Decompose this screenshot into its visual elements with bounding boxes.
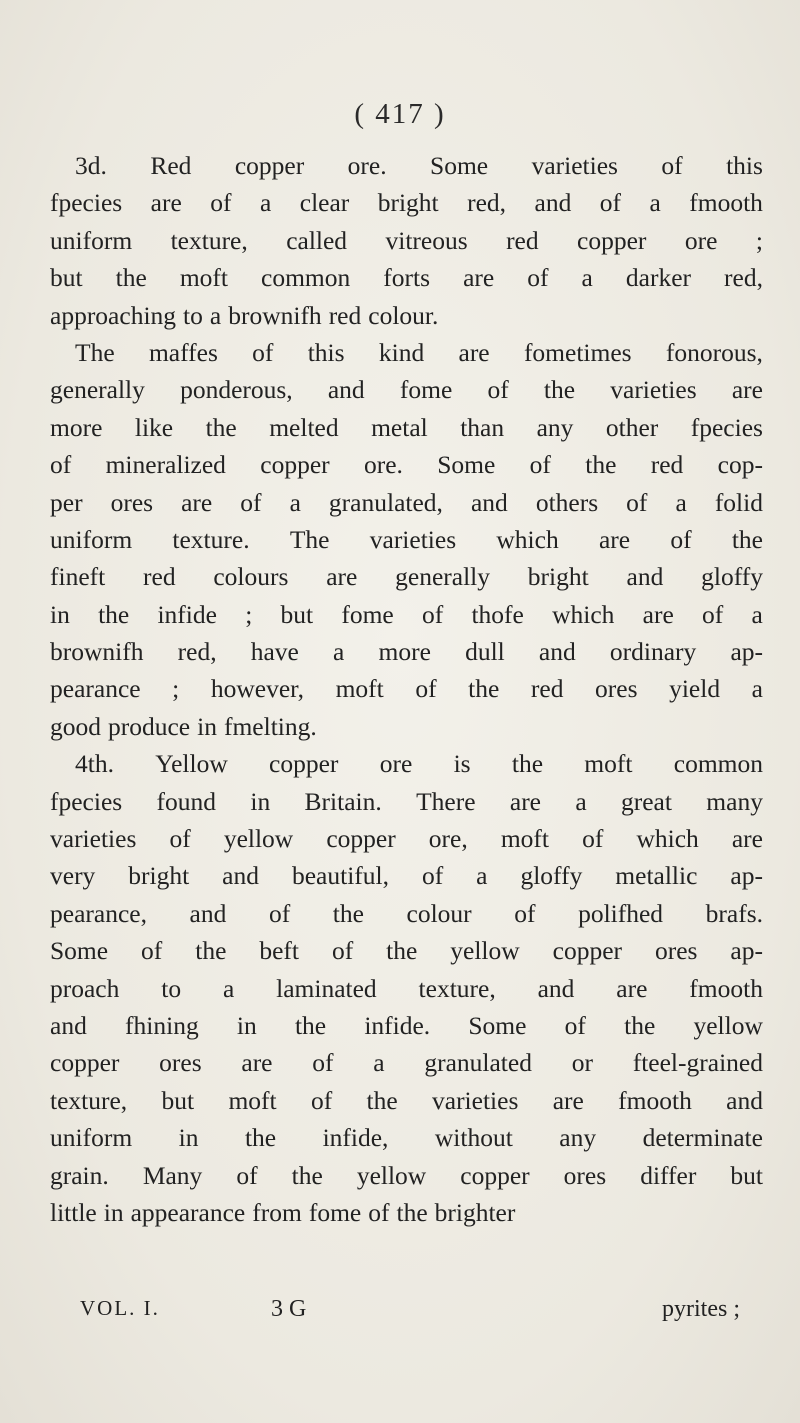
page-footer — [80, 1296, 740, 1332]
text-line: pearance ; however, moft of the red ores yield a — [50, 674, 763, 704]
catchword: pyrites ; — [662, 1296, 740, 1322]
signature-mark: 3 G — [271, 1296, 307, 1322]
text-line: 3d. Red copper ore. Some varieties of this — [75, 151, 763, 180]
text-line: uniform in the infide, without any determinate — [50, 1123, 763, 1153]
text-line: fpecies found in Britain. There are a great many — [50, 786, 763, 816]
text-line: copper ores are of a granulated or fteel-grained — [50, 1048, 763, 1078]
text-line: per ores are of a granulated, and others of a folid — [50, 487, 763, 517]
text-line: more like the melted metal than any other fpecies — [50, 412, 763, 442]
text-line: brownifh red, have a more dull and ordinary ap- — [50, 637, 763, 667]
text-line: pearance, and of the colour of polifhed brafs. — [50, 898, 763, 928]
text-line: Some of the beft of the yellow copper ores ap- — [50, 936, 763, 966]
text-line: uniform texture. The varieties which are of the — [50, 524, 763, 554]
text-line: but the moft common forts are of a darker red, — [50, 263, 763, 293]
text-line: uniform texture, called vitreous red copper ore ; — [50, 225, 763, 255]
text-line: good produce in fmelting. — [50, 711, 317, 741]
text-line: fineft red colours are generally bright and gloffy — [50, 562, 763, 592]
text-line: texture, but moft of the varieties are fmooth and — [50, 1085, 763, 1115]
text-line: 4th. Yellow copper ore is the moft common — [75, 749, 763, 779]
text-line: fpecies are of a clear bright red, and of a fmooth — [50, 188, 763, 218]
text-line: and fhining in the infide. Some of the yellow — [50, 1010, 763, 1040]
page-number: ( 417 ) — [354, 98, 446, 130]
text-line: in the infide ; but fome of thofe which are of a — [50, 599, 763, 629]
text-line: varieties of yellow copper ore, moft of which are — [50, 824, 763, 854]
text-line: approaching to a brownifh red colour. — [50, 300, 439, 330]
text-line: very bright and beautiful, of a gloffy metallic ap- — [50, 861, 763, 891]
text-line: The maffes of this kind are fometimes fonorous, — [75, 337, 763, 367]
volume-label: VOL. I. — [80, 1296, 160, 1320]
text-line: of mineralized copper ore. Some of the red cop- — [50, 450, 763, 480]
text-line: little in appearance from fome of the brighter — [50, 1197, 516, 1227]
text-line: grain. Many of the yellow copper ores differ but — [50, 1160, 763, 1190]
text-line: proach to a laminated texture, and are fmooth — [50, 973, 763, 1003]
body-text — [50, 147, 763, 1231]
text-line: generally ponderous, and fome of the varieties are — [50, 375, 763, 405]
